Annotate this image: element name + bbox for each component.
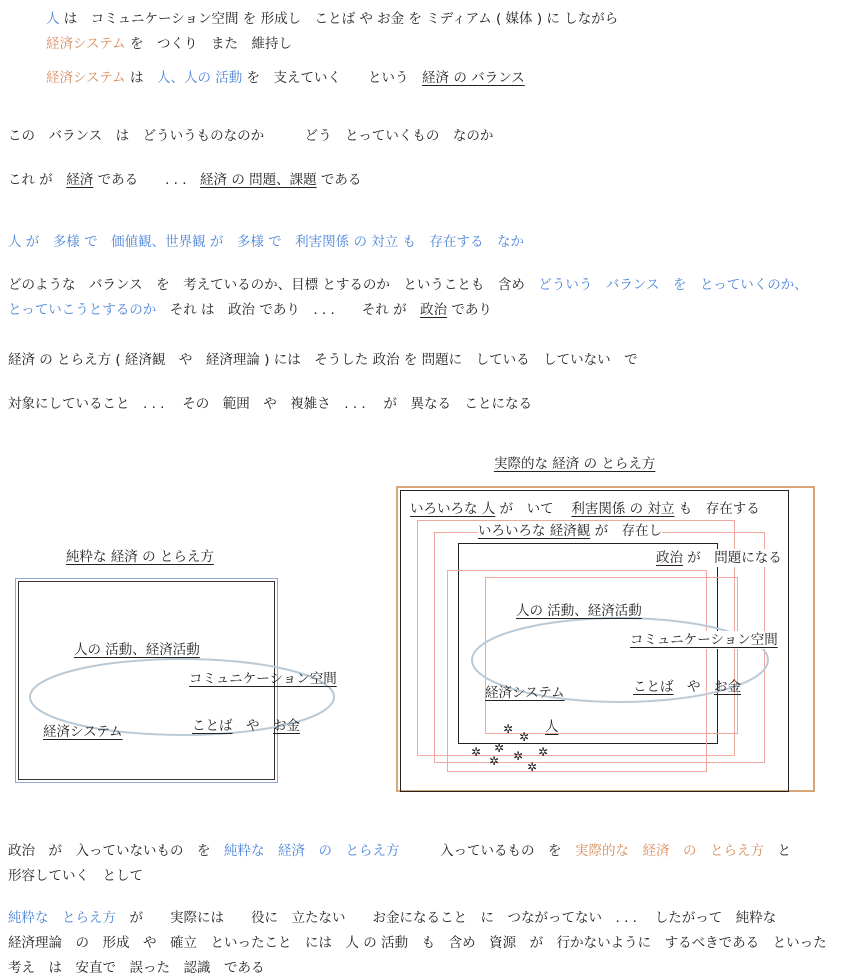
p2-problems: 経済 の 問題、課題 [200, 172, 317, 188]
p4-l2-d: であり [447, 302, 492, 318]
intro-l3-d: を 支えていく という [242, 70, 423, 86]
outro1-real: 実際的な 経済 の とらえ方 [575, 843, 764, 859]
real-system-label: 経済システム [485, 685, 565, 701]
real-media-label [633, 678, 741, 696]
intro-line-2-text: を つくり また 維持し [125, 36, 292, 52]
intro-economic-system-2: 経済システム [46, 70, 126, 86]
outro1-pure: 純粋な 経済 の とらえ方 [224, 843, 400, 859]
real-comm-label: コミュニケーション空間 [630, 632, 778, 648]
intro-person: 人 [46, 11, 60, 27]
para-balance-question: この バランス は どういうものなのか どう とっていくもの なのか [8, 128, 494, 144]
real-diagram-title: 実際的な 経済 の とらえ方 [494, 456, 656, 472]
para-theories: 経済 の とらえ方 ( 経済観 や 経済理論 ) には そうした 政治 を 問題に している していない で [8, 352, 638, 368]
real-views-a: いろいろな 経済観 [478, 523, 591, 539]
outro1-e: と [764, 843, 791, 859]
p2-economy: 経済 [66, 172, 94, 188]
real-people-label [410, 500, 760, 518]
pure-activity-label: 人の 活動、経済活動 [74, 642, 200, 658]
intro-economic-system: 経済システム [46, 36, 126, 52]
outro2-b: が 実際には 役に 立たない お金になること に つながってない . . . したがって 純粋な [116, 910, 777, 926]
intro-line-1-text: は コミュニケーション空間 を 形成し ことば や お金 を ミディアム ( 媒体 ) に しながら [59, 11, 619, 27]
person-icon: ✲ [494, 741, 505, 755]
p2-c: である . . . [93, 172, 201, 188]
p4-l2-a: とっていこうとするのか [8, 302, 157, 318]
person-icon: ✲ [538, 745, 549, 759]
real-politics-b: が 問題になる [683, 550, 782, 566]
real-words: ことば [633, 679, 674, 695]
pure-system-label: 経済システム [43, 724, 123, 740]
pure-words: ことば [192, 718, 233, 734]
p2-e: である [316, 172, 362, 188]
outro-line-1 [8, 842, 791, 860]
outro1-c: 入っているもの を [399, 843, 575, 859]
real-person-label: 人 [545, 719, 559, 735]
real-people-c: が いて [495, 501, 572, 517]
person-icon: ✲ [471, 745, 482, 759]
person-icon: ✲ [527, 760, 538, 774]
pure-ya: や [232, 718, 273, 734]
person-icon: ✲ [519, 730, 530, 744]
p4-politics: 政治 [420, 302, 448, 318]
outro1-a: 政治 が 入っていないもの を [8, 843, 224, 859]
real-people-e: も 存在する [674, 501, 760, 517]
real-politics-a: 政治 [656, 550, 683, 566]
pure-money: お金 [273, 718, 300, 734]
real-people-b: 人 [481, 501, 496, 517]
person-icon: ✲ [503, 722, 514, 736]
real-activity-label: 人の 活動、経済活動 [516, 603, 642, 619]
intro-economic-balance: 経済 の バランス [422, 70, 525, 86]
para-scope: 対象にしていること . . . その 範囲 や 複雑さ . . . が 異なる ことになる [8, 396, 532, 412]
p4-l2-b: それ は 政治 であり . . . それ が [156, 302, 421, 318]
p4-l1-b: どういう バランス を とっていくのか、 [538, 277, 808, 293]
person-icon: ✲ [513, 749, 524, 763]
real-people-d: 利害関係 の 対立 [571, 501, 675, 517]
outro2-line-2: 経済理論 の 形成 や 確立 といったこと には 人 の 活動 も 含め 資源 が 行かないように するべきである といった [8, 935, 827, 951]
real-ya: や [673, 679, 714, 695]
outro2-line-3: 考え は 安直で 誤った 認識 である [8, 960, 265, 976]
p2-a: これ が [8, 172, 67, 188]
intro-people-activity: 人、人の 活動 [156, 70, 243, 86]
outro2-pure: 純粋な とらえ方 [8, 910, 116, 926]
intro-l3-b: は [125, 70, 157, 86]
pure-diagram-title: 純粋な 経済 の とらえ方 [66, 549, 214, 565]
real-views-b: が 存在し [590, 523, 663, 539]
person-icon: ✲ [489, 754, 500, 768]
real-people-a: いろいろな [410, 501, 482, 517]
real-politics-label [656, 549, 782, 567]
real-money: お金 [714, 679, 741, 695]
real-views-label [478, 522, 662, 540]
p4-l1-a: どのような バランス を 考えているのか、目標 とするのか ということも 含め [8, 277, 539, 293]
outro2-line-1 [8, 909, 776, 927]
pure-comm-label: コミュニケーション空間 [189, 671, 337, 687]
para-diversity: 人 が 多様 で 価値観、世界観 が 多様 で 利害関係 の 対立 も 存在する なか [8, 234, 525, 250]
outro-line-2: 形容していく として [8, 868, 143, 884]
